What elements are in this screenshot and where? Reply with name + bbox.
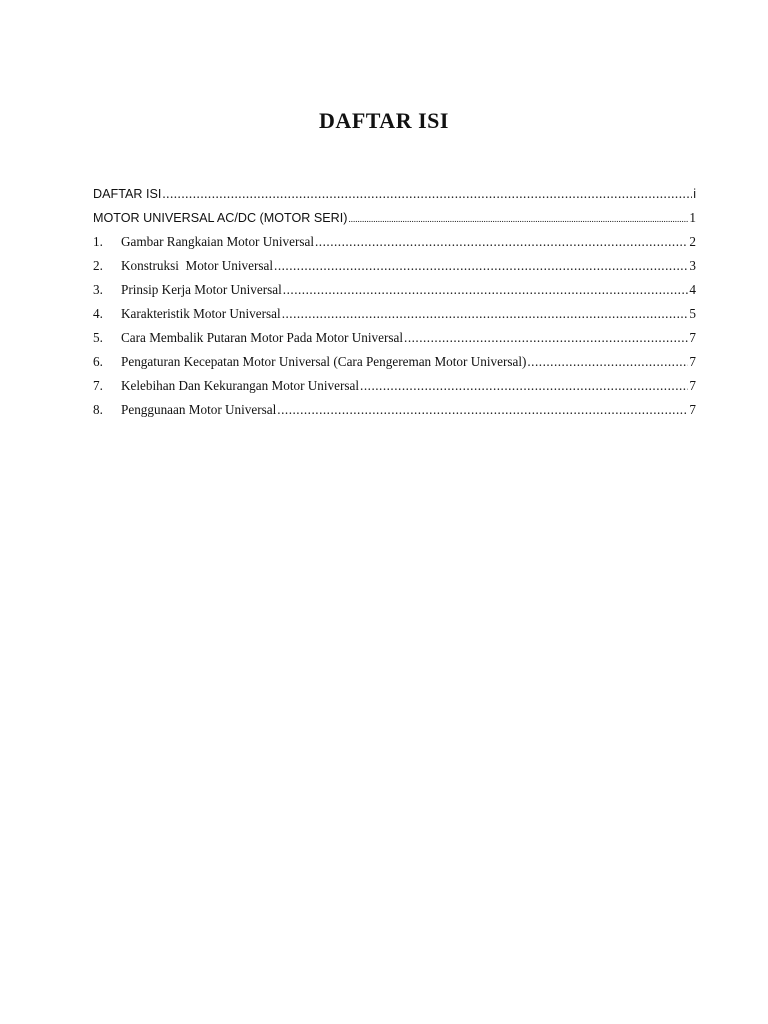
toc-entry-page: 5 xyxy=(689,306,696,321)
toc-leader-dots xyxy=(162,186,692,202)
toc-entry-label: Gambar Rangkaian Motor Universal xyxy=(121,234,314,249)
toc-leader-dots xyxy=(315,234,688,250)
toc-entry-page: 7 xyxy=(689,330,696,345)
toc-entry-page: 7 xyxy=(689,354,696,369)
toc-entry-page: 2 xyxy=(689,234,696,249)
toc-entry[interactable] xyxy=(93,378,696,402)
toc-leader-dots xyxy=(277,402,688,418)
toc-entry-label: Kelebihan Dan Kekurangan Motor Universal xyxy=(121,378,360,393)
toc-entry[interactable] xyxy=(93,210,696,234)
toc-leader-dots xyxy=(527,354,688,370)
toc-entry-number: 2. xyxy=(93,258,103,273)
toc-entry-number: 4. xyxy=(93,306,103,321)
toc-entry-label: Prinsip Kerja Motor Universal xyxy=(121,282,282,297)
toc-entry[interactable] xyxy=(93,402,696,426)
toc-entry[interactable] xyxy=(93,330,696,354)
page-title: DAFTAR ISI xyxy=(319,108,449,133)
toc-entry-label: DAFTAR ISI xyxy=(93,187,162,201)
toc-entry-page: 1 xyxy=(689,210,696,225)
table-of-contents xyxy=(93,186,696,426)
toc-entry[interactable] xyxy=(93,282,696,306)
toc-entry[interactable] xyxy=(93,354,696,378)
toc-entry[interactable] xyxy=(93,258,696,282)
toc-entry-number: 7. xyxy=(93,378,103,393)
toc-entry-page: i xyxy=(693,187,696,201)
toc-entry-page: 7 xyxy=(689,378,696,393)
toc-leader-dots xyxy=(283,282,689,298)
toc-entry-number: 8. xyxy=(93,402,103,417)
toc-entry-label: Pengaturan Kecepatan Motor Universal (Cara Pengereman Motor Universal) xyxy=(121,354,527,369)
toc-entry[interactable] xyxy=(93,306,696,330)
toc-entry-number: 5. xyxy=(93,330,103,345)
toc-leader-dots xyxy=(360,378,688,394)
toc-leader-dots xyxy=(348,214,688,224)
toc-entry-number: 6. xyxy=(93,354,103,369)
toc-entry-label: Karakteristik Motor Universal xyxy=(121,306,281,321)
toc-entry-label: Penggunaan Motor Universal xyxy=(121,402,277,417)
toc-leader-dots xyxy=(274,258,688,274)
toc-entry[interactable] xyxy=(93,186,696,210)
toc-entry-page: 4 xyxy=(689,282,696,297)
toc-leader-dots xyxy=(282,306,689,322)
toc-entry-page: 3 xyxy=(689,258,696,273)
toc-entry-label: Cara Membalik Putaran Motor Pada Motor Universal xyxy=(121,330,404,345)
toc-entry-number: 1. xyxy=(93,234,103,249)
toc-entry-number: 3. xyxy=(93,282,103,297)
toc-entry[interactable] xyxy=(93,234,696,258)
toc-entry-page: 7 xyxy=(689,402,696,417)
toc-leader-dots xyxy=(404,330,688,346)
toc-entry-label: Konstruksi Motor Universal xyxy=(121,258,274,273)
toc-entry-label: MOTOR UNIVERSAL AC/DC (MOTOR SERI) xyxy=(93,211,348,225)
